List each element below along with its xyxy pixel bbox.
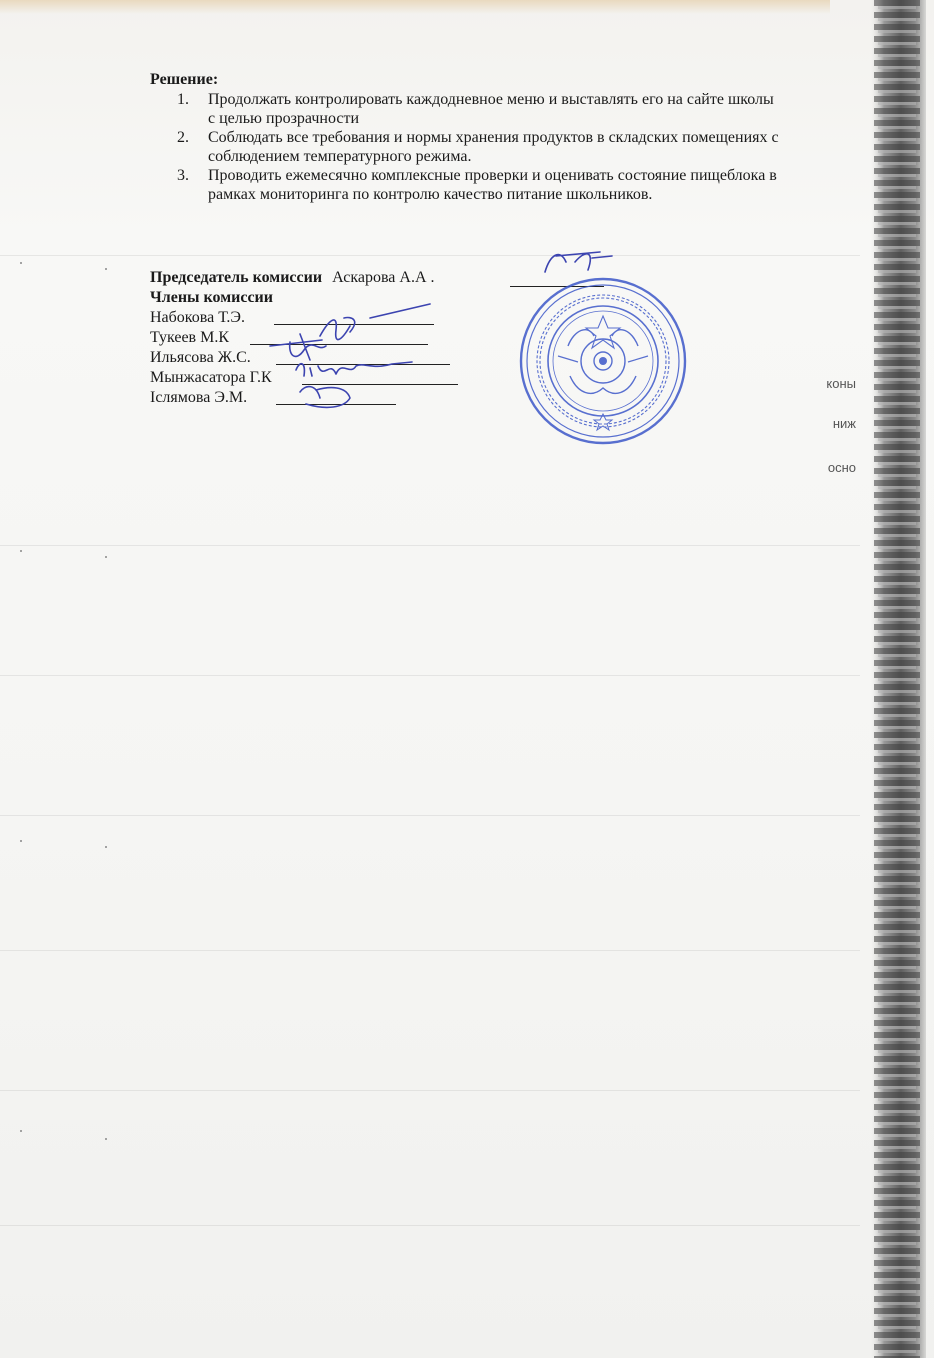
member-row	[150, 368, 510, 388]
member-name: Іслямова Э.М.	[150, 389, 248, 406]
member-row	[150, 308, 510, 328]
signature-line	[276, 388, 396, 405]
chair-row	[150, 268, 510, 288]
commission-signatures	[150, 268, 510, 408]
member-name: Набокова Т.Э.	[150, 309, 245, 326]
decision-text-line: Продолжать контролировать каждодневное меню и выставлять его на сайте школы	[208, 91, 774, 108]
margin-fragment: ниж	[832, 416, 856, 431]
scan-dot	[20, 1130, 22, 1132]
decision-text-line: с целью прозрачности	[208, 110, 360, 127]
scan-dot	[105, 556, 107, 558]
signature-line	[274, 308, 434, 325]
official-seal	[508, 276, 698, 446]
member-row	[150, 348, 510, 368]
decision-item	[150, 90, 900, 128]
paper-top-edge	[0, 0, 830, 14]
signature-line	[276, 348, 450, 365]
scan-dot	[105, 1138, 107, 1140]
decision-number: 2.	[177, 129, 189, 146]
decision-list	[150, 90, 900, 204]
scan-line	[0, 815, 860, 816]
member-name: Тукеев М.К	[150, 329, 230, 346]
decision-text-line: Проводить ежемесячно комплексные проверки и оценивать состояние пищеблока в	[208, 167, 777, 184]
chair-name: Аскарова А.А .	[332, 269, 435, 286]
scan-line	[0, 1225, 860, 1226]
member-row	[150, 388, 510, 408]
scan-line	[0, 675, 860, 676]
scan-line	[0, 255, 860, 256]
decision-heading: Решение:	[150, 71, 219, 88]
member-name: Мынжасатора Г.К	[150, 369, 272, 386]
scan-line	[0, 1090, 860, 1091]
chair-label: Председатель комиссии	[150, 269, 323, 286]
margin-fragment: коны	[826, 376, 856, 391]
decision-number: 1.	[177, 91, 189, 108]
decision-text-line: рамках мониторинга по контролю качество питание школьников.	[208, 186, 653, 203]
member-name: Ильясова Ж.С.	[150, 349, 251, 366]
scan-line	[0, 950, 860, 951]
scan-line	[0, 545, 860, 546]
members-label: Члены комиссии	[150, 289, 273, 306]
scan-dot	[105, 846, 107, 848]
decision-section	[150, 70, 900, 204]
scan-dot	[20, 840, 22, 842]
decision-text-line: Соблюдать все требования и нормы хранения продуктов в складских помещениях с	[208, 129, 779, 146]
signature-line	[250, 328, 428, 345]
decision-text-line: соблюдением температурного режима.	[208, 148, 472, 165]
margin-fragment: осно	[827, 460, 856, 475]
scan-dot	[20, 550, 22, 552]
decision-item	[150, 166, 900, 204]
signature-line	[302, 368, 458, 385]
member-row	[150, 328, 510, 348]
decision-number: 3.	[177, 167, 189, 184]
scan-dot	[20, 262, 22, 264]
seal-graphic	[508, 276, 698, 446]
decision-item	[150, 128, 900, 166]
scan-dot	[105, 268, 107, 270]
members-label-row	[150, 288, 510, 308]
